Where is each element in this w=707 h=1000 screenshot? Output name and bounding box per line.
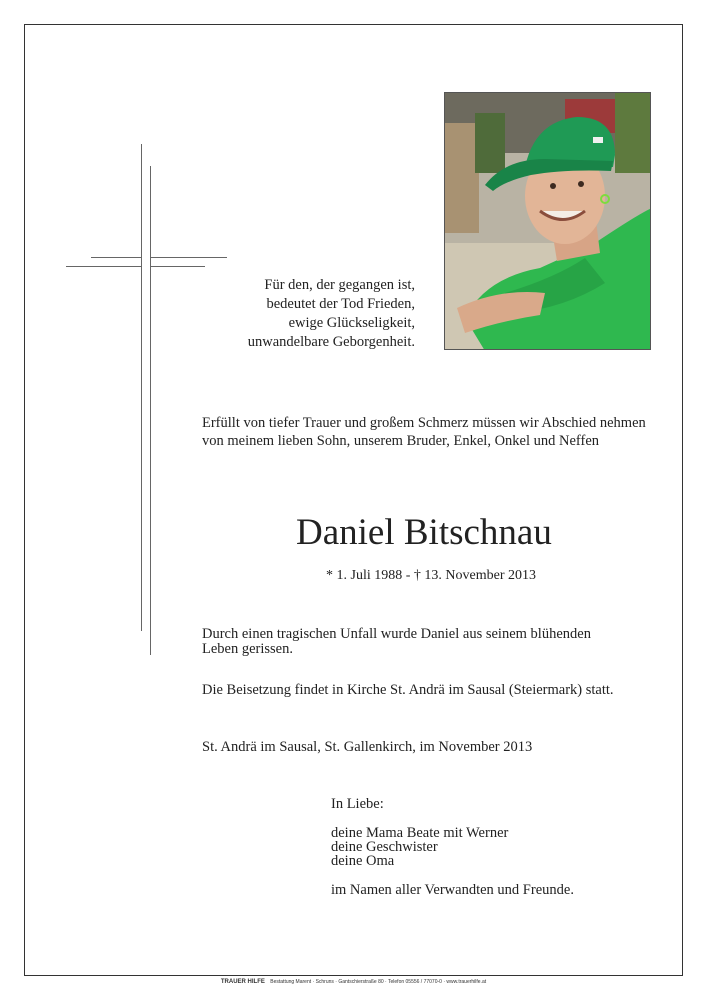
accident-line-2: Leben gerissen. <box>202 641 293 657</box>
footer-details: Bestattung Marent · Schruns · Gantschierstraße 80 · Telefon 05556 / 77070-0 · www.trauerhilfe.at <box>270 979 487 985</box>
mourner-line: deine Mama Beate mit Werner <box>331 825 509 841</box>
quote-line: unwandelbare Geborgenheit. <box>247 334 415 350</box>
mourner-line: deine Oma <box>331 853 395 869</box>
accident-line-1: Durch einen tragischen Unfall wurde Daniel aus seinem blühenden <box>202 626 591 642</box>
intro-line-2: von meinem lieben Sohn, unserem Bruder, Enkel, Onkel und Neffen <box>202 433 600 449</box>
burial-info: Die Beisetzung findet in Kirche St. Andrä im Sausal (Steiermark) statt. <box>202 682 614 698</box>
intro-line-1: Erfüllt von tiefer Trauer und großem Schmerz müssen wir Abschied nehmen <box>202 415 646 431</box>
quote-line: bedeutet der Tod Frieden, <box>266 296 415 312</box>
place-date: St. Andrä im Sausal, St. Gallenkirch, im November 2013 <box>202 739 533 755</box>
intro-text <box>202 414 646 450</box>
quote-line: ewige Glückseligkeit, <box>288 315 415 331</box>
footer-brand: TRAUER HILFE <box>220 979 265 985</box>
mourner-line: deine Geschwister <box>331 839 438 855</box>
mourners-closing: im Namen aller Verwandten und Freunde. <box>331 882 574 898</box>
life-dates: * 1. Juli 1988 - † 13. November 2013 <box>326 568 536 583</box>
deceased-name: Daniel Bitschnau <box>296 512 552 553</box>
quote-line: Für den, der gegangen ist, <box>264 277 415 293</box>
quote-block <box>248 276 415 352</box>
footer <box>0 979 707 985</box>
mourners-heading: In Liebe: <box>331 796 384 812</box>
portrait-photo <box>444 92 651 350</box>
